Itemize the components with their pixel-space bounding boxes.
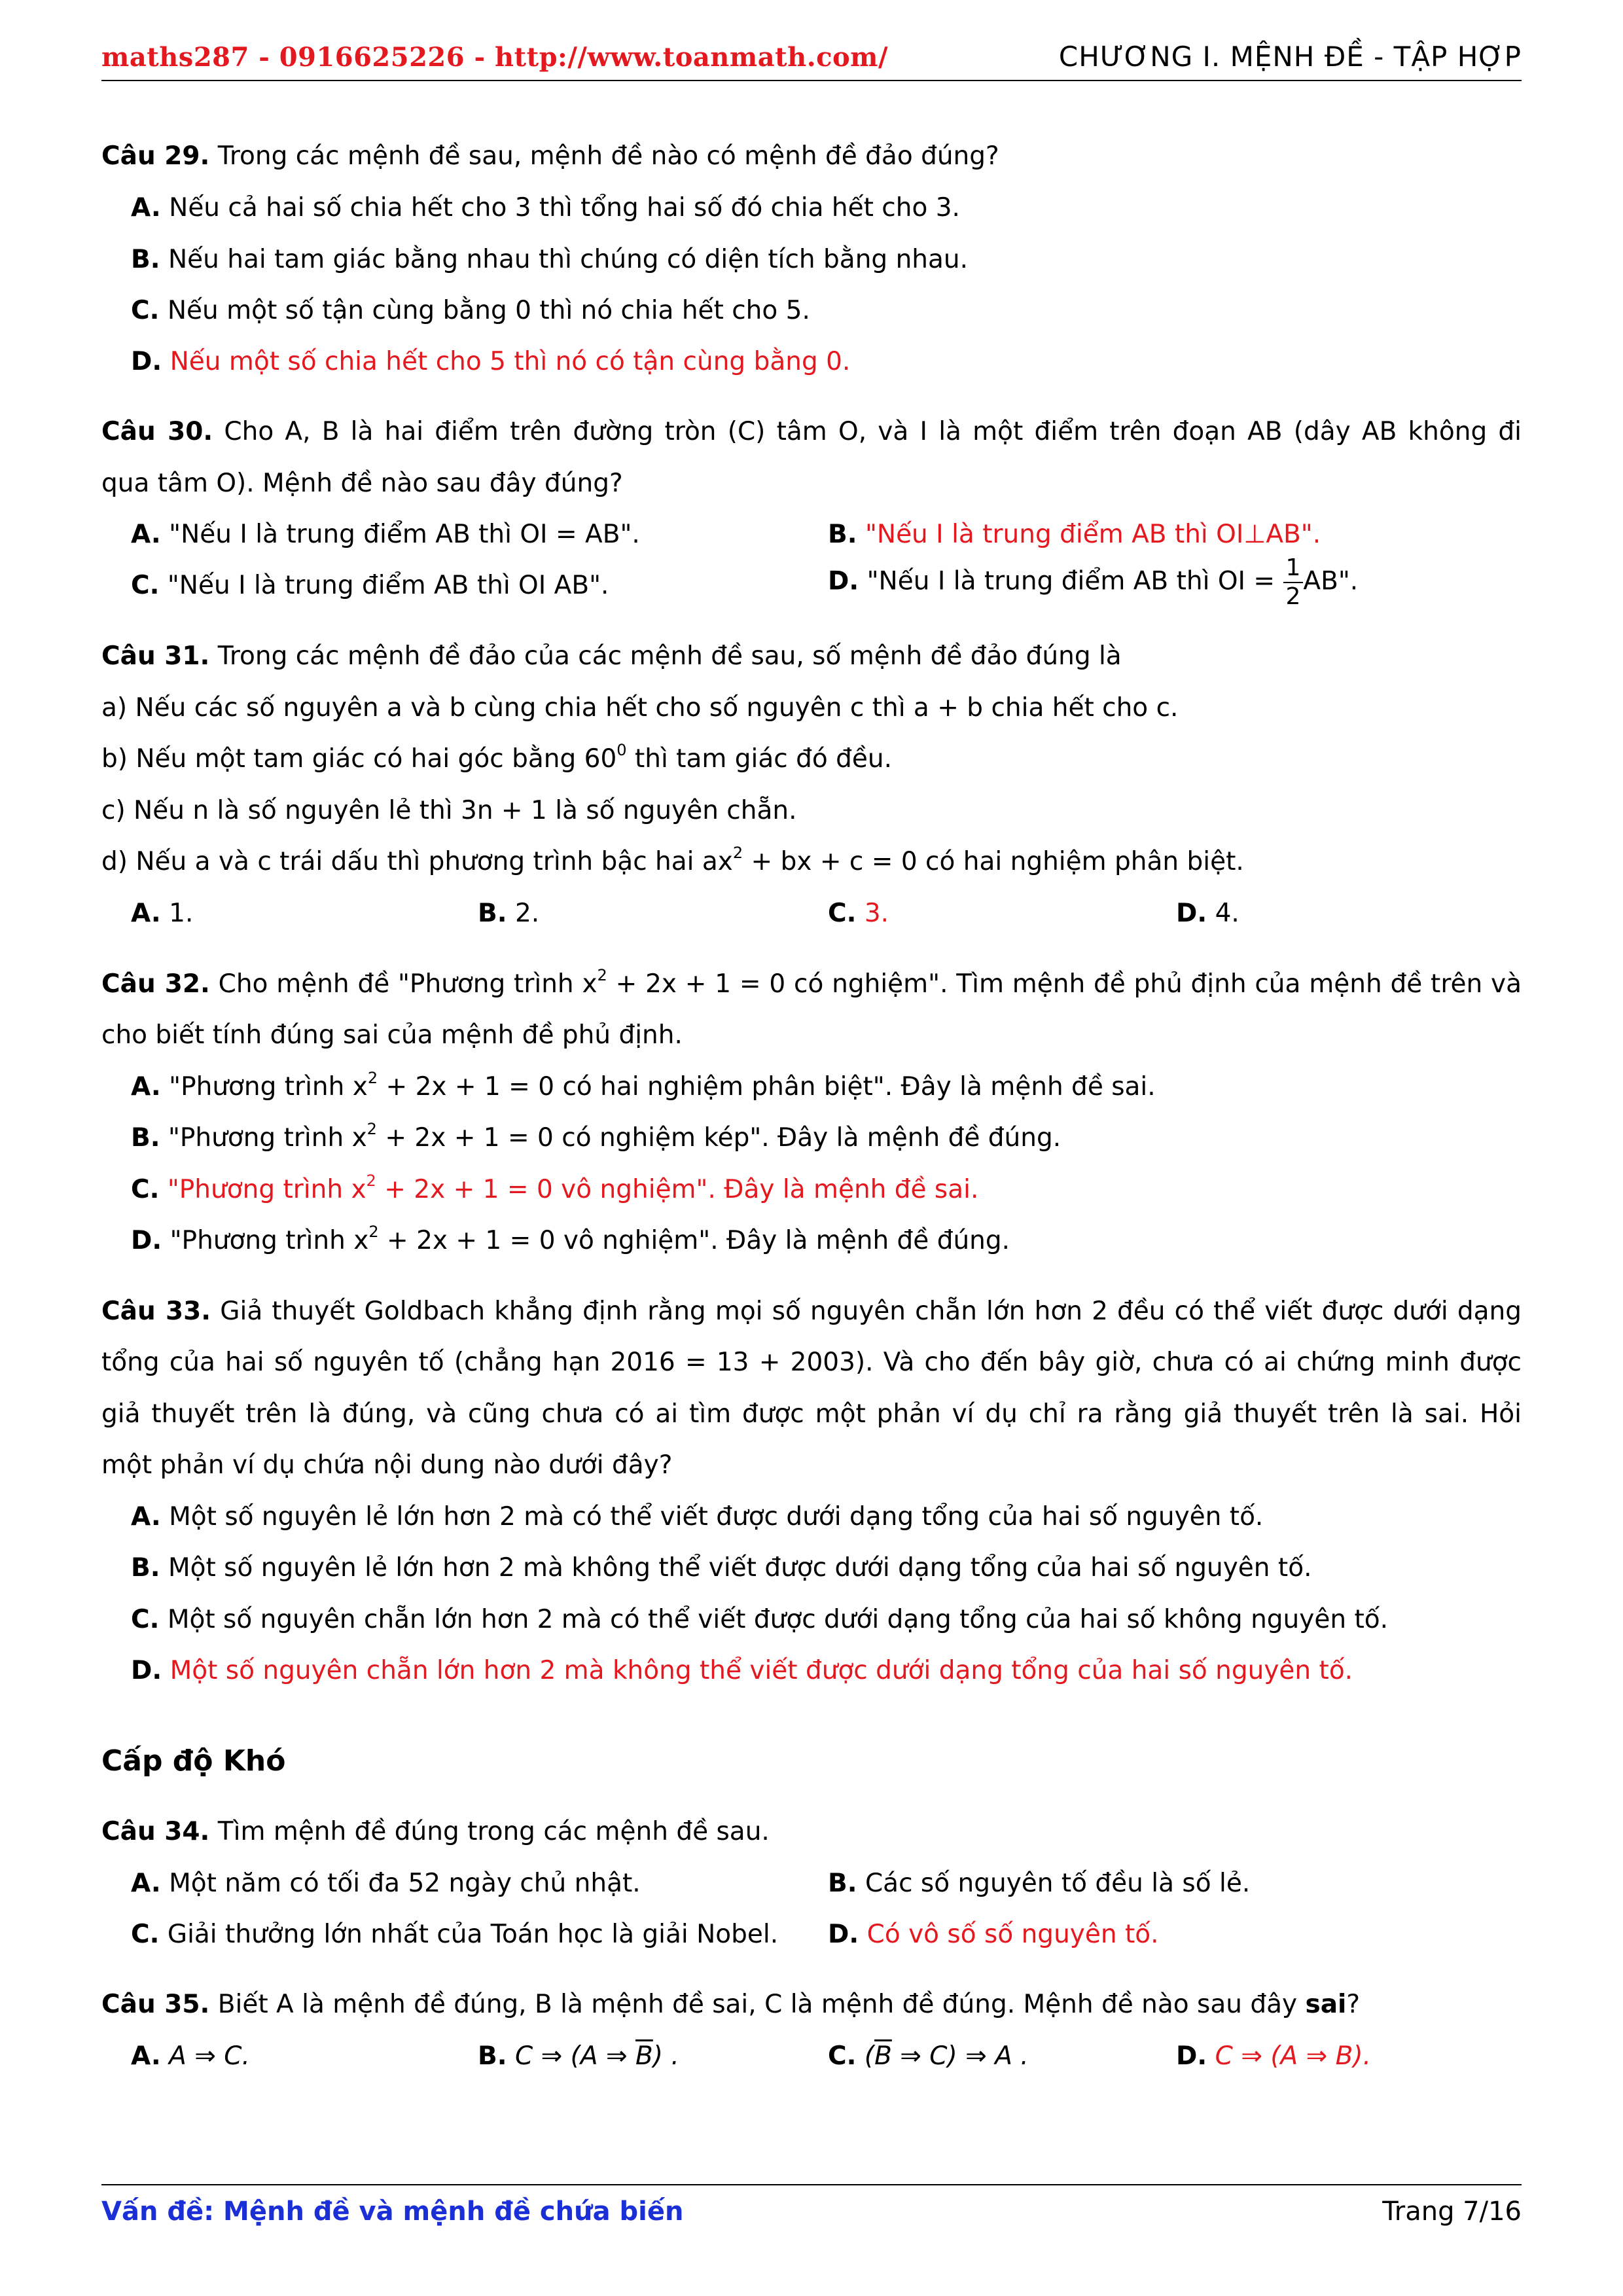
negated-variable: $\overline{B}$ — [635, 2041, 653, 2071]
option-label: B. — [828, 1869, 857, 1898]
option-text: "Phương trình x — [169, 1226, 369, 1255]
fraction-numerator: 1 — [1283, 556, 1304, 583]
question-text: Trong các mệnh đề sau, mệnh đề nào có mệnh đề đảo đúng? — [217, 141, 999, 171]
option-text: Nếu một số chia hết cho 5 thì nó có tận cùng bằng 0. — [169, 347, 851, 376]
footer-divider — [101, 2184, 1522, 2185]
option-label: B. — [828, 520, 857, 549]
option-label: C. — [131, 1605, 160, 1634]
option-text: Một số nguyên lẻ lớn hơn 2 mà có thể viết được dưới dạng tổng của hai số nguyên tố. — [169, 1502, 1264, 1532]
question-30-line2: qua tâm O). Mệnh đề nào sau đây đúng? — [101, 469, 623, 498]
question-label: Câu 33. — [101, 1297, 211, 1326]
question-30 — [101, 417, 1522, 448]
q34-option-d-correct — [828, 1920, 1159, 1950]
q32-option-d — [131, 1223, 1010, 1257]
option-text: Nếu hai tam giác bằng nhau thì chúng có diện tích bằng nhau. — [168, 245, 969, 274]
question-32 — [101, 966, 1522, 1000]
q31-statement-b — [101, 741, 892, 775]
question-label: Câu 31. — [101, 641, 210, 671]
option-text: Một năm có tối đa 52 ngày chủ nhật. — [169, 1869, 641, 1898]
exponent: 2 — [368, 1223, 379, 1241]
option-label: B. — [478, 899, 507, 928]
q35-option-b — [478, 2041, 679, 2072]
option-label: A. — [131, 520, 161, 549]
question-label: Câu 35. — [101, 1990, 210, 2019]
q29-option-c — [131, 296, 810, 327]
question-label: Câu 30. — [101, 417, 213, 446]
question-29 — [101, 141, 999, 172]
option-text: "Nếu I là trung điểm AB thì OI⊥AB". — [865, 520, 1321, 549]
statement-text-tail: thì tam giác đó đều. — [626, 744, 892, 774]
fraction-denominator: 2 — [1285, 583, 1301, 610]
option-text: "Nếu I là trung điểm AB thì OI = AB". — [169, 520, 640, 549]
option-text: "Phương trình x — [168, 1123, 367, 1153]
q32-option-c-correct — [131, 1172, 979, 1206]
option-text: 4. — [1215, 899, 1240, 928]
exponent: 2 — [366, 1172, 376, 1190]
option-text-tail: + 2x + 1 = 0 vô nghiệm". Đây là mệnh đề sai. — [376, 1175, 979, 1204]
option-text: Một số nguyên chẵn lớn hơn 2 mà có thể viết được dưới dạng tổng của hai số không nguyên tố. — [167, 1605, 1389, 1634]
option-label: D. — [1176, 2041, 1207, 2071]
q35-option-d-correct — [1176, 2041, 1371, 2072]
option-label: C. — [131, 296, 160, 325]
option-label: A. — [131, 1072, 161, 1102]
option-text: 1. — [169, 899, 194, 928]
section-heading-hard: Cấp độ Khó — [101, 1744, 286, 1778]
option-text-tail: AB". — [1303, 566, 1359, 596]
question-33-line3: giả thuyết trên là đúng, và cũng chưa có ai tìm được một phản ví dụ chỉ ra rằng giả thuyết trên là sai. Hỏi — [101, 1399, 1522, 1429]
question-34 — [101, 1817, 770, 1848]
option-text-tail: + 2x + 1 = 0 vô nghiệm". Đây là mệnh đề đúng. — [378, 1226, 1010, 1255]
fraction-one-half — [1283, 556, 1304, 609]
q33-option-a — [131, 1502, 1263, 1533]
option-text: Một số nguyên chẵn lớn hơn 2 mà không thể viết được dưới dạng tổng của hai số nguyên tố. — [169, 1656, 1353, 1685]
option-label: A. — [131, 193, 161, 223]
option-text: 3. — [864, 899, 889, 928]
question-text-tail: + 2x + 1 = 0 có nghiệm". Tìm mệnh đề phủ định của mệnh đề trên và — [607, 969, 1522, 999]
q29-option-b — [131, 245, 968, 276]
question-label: Câu 34. — [101, 1817, 210, 1846]
option-text-tail: ⇒ C) ⇒ A . — [891, 2041, 1029, 2071]
option-label: D. — [131, 347, 162, 376]
option-text: "Phương trình x — [167, 1175, 366, 1204]
q31-statement-a: a) Nếu các số nguyên a và b cùng chia hết cho số nguyên c thì a + b chia hết cho c. — [101, 693, 1179, 723]
page-header — [101, 38, 1522, 79]
option-label: A. — [131, 1869, 161, 1898]
option-label: D. — [131, 1226, 162, 1255]
question-text: Trong các mệnh đề đảo của các mệnh đề sau, số mệnh đề đảo đúng là — [217, 641, 1122, 671]
option-label: D. — [828, 566, 859, 596]
q35-option-c — [828, 2041, 1029, 2072]
option-text: C ⇒ (A ⇒ B). — [1215, 2041, 1372, 2071]
question-text: Cho mệnh đề "Phương trình x — [218, 969, 597, 999]
exponent: 2 — [367, 1069, 378, 1087]
option-text: Giải thưởng lớn nhất của Toán học là giải Nobel. — [167, 1920, 779, 1949]
option-label: C. — [131, 571, 160, 600]
question-label: Câu 29. — [101, 141, 210, 171]
option-text: C ⇒ (A ⇒ — [514, 2041, 636, 2071]
q33-option-c — [131, 1605, 1388, 1636]
q30-option-a — [131, 520, 640, 550]
statement-text: d) Nếu a và c trái dấu thì phương trình bậc hai ax — [101, 847, 733, 876]
q31-option-b — [478, 899, 539, 929]
statement-text: b) Nếu một tam giác có hai góc bằng 60 — [101, 744, 617, 774]
question-33-line2: tổng của hai số nguyên tố (chẳng hạn 2016 = 13 + 2003). Và cho đến bây giờ, chưa có ai chứng minh được — [101, 1348, 1522, 1377]
question-text: Giả thuyết Goldbach khẳng định rằng mọi số nguyên chẵn lớn hơn 2 đều có thể viết được dưới dạng — [220, 1297, 1522, 1326]
option-label: B. — [131, 1123, 160, 1153]
option-text: ( — [864, 2041, 875, 2071]
question-33 — [101, 1297, 1522, 1327]
option-label: D. — [828, 1920, 859, 1949]
q32-option-b — [131, 1120, 1061, 1154]
question-text-tail: ? — [1346, 1990, 1361, 2019]
question-35 — [101, 1990, 1360, 2020]
statement-text-tail: + bx + c = 0 có hai nghiệm phân biệt. — [743, 847, 1244, 876]
negated-variable: $\overline{B}$ — [874, 2041, 892, 2071]
q29-option-d-correct — [131, 347, 850, 378]
option-label: A. — [131, 899, 161, 928]
q31-option-a — [131, 899, 193, 929]
option-label: C. — [131, 1175, 160, 1204]
option-text-tail: + 2x + 1 = 0 có nghiệm kép". Đây là mệnh đề đúng. — [376, 1123, 1061, 1153]
question-emphasis: sai — [1305, 1990, 1347, 2019]
exponent: 2 — [597, 966, 607, 984]
header-chapter-title: CHƯƠNG I. MỆNH ĐỀ - TẬP HỢP — [1058, 41, 1522, 73]
option-label: B. — [478, 2041, 507, 2071]
q31-option-c-correct — [828, 899, 889, 929]
exponent: 2 — [366, 1120, 377, 1138]
option-label: B. — [131, 1553, 160, 1583]
q34-option-c — [131, 1920, 778, 1950]
q32-option-a — [131, 1069, 1156, 1103]
q30-option-b-correct — [828, 520, 1321, 550]
option-text: "Nếu I là trung điểm AB thì OI AB". — [167, 571, 609, 600]
footer-topic: Vấn đề: Mệnh đề và mệnh đề chứa biến — [101, 2197, 684, 2227]
option-text-tail: ) . — [652, 2041, 679, 2071]
question-label: Câu 32. — [101, 969, 210, 999]
q31-statement-c: c) Nếu n là số nguyên lẻ thì 3n + 1 là số nguyên chẵn. — [101, 796, 797, 825]
option-label: C. — [828, 2041, 857, 2071]
exponent: 2 — [732, 844, 743, 862]
q33-option-d-correct — [131, 1656, 1353, 1687]
q34-option-b — [828, 1869, 1250, 1899]
q33-option-b — [131, 1553, 1311, 1584]
option-text: "Phương trình x — [169, 1072, 368, 1102]
question-32-line2: cho biết tính đúng sai của mệnh đề phủ định. — [101, 1020, 683, 1050]
option-text: Nếu cả hai số chia hết cho 3 thì tổng hai số đó chia hết cho 3. — [169, 193, 960, 223]
q34-option-a — [131, 1869, 641, 1899]
question-33-line4: một phản ví dụ chứa nội dung nào dưới đây? — [101, 1450, 673, 1480]
option-label: C. — [131, 1920, 160, 1949]
question-text: Cho A, B là hai điểm trên đường tròn (C) tâm O, và I là một điểm trên đoạn AB (dây AB không đi — [224, 417, 1522, 446]
q35-option-a — [131, 2041, 250, 2072]
option-text: A ⇒ C. — [169, 2041, 250, 2071]
option-label: A. — [131, 1502, 161, 1532]
q31-statement-d — [101, 844, 1244, 878]
q30-option-c — [131, 571, 609, 601]
question-text: Tìm mệnh đề đúng trong các mệnh đề sau. — [217, 1817, 770, 1846]
header-source-link[interactable]: maths287 - 0916625226 - http://www.toanmath.com/ — [101, 42, 889, 73]
option-text: Có vô số số nguyên tố. — [866, 1920, 1159, 1949]
question-text: Biết A là mệnh đề đúng, B là mệnh đề sai, C là mệnh đề đúng. Mệnh đề nào sau đây — [217, 1990, 1298, 2019]
page-number: Trang 7/16 — [1382, 2197, 1522, 2227]
option-text: Nếu một số tận cùng bằng 0 thì nó chia hết cho 5. — [167, 296, 810, 325]
option-label: C. — [828, 899, 857, 928]
option-text: Một số nguyên lẻ lớn hơn 2 mà không thể viết được dưới dạng tổng của hai số nguyên tố. — [168, 1553, 1312, 1583]
option-label: D. — [131, 1656, 162, 1685]
option-text-tail: + 2x + 1 = 0 có hai nghiệm phân biệt". Đây là mệnh đề sai. — [378, 1072, 1156, 1102]
option-text: Các số nguyên tố đều là số lẻ. — [865, 1869, 1251, 1898]
option-text: 2. — [514, 899, 540, 928]
q29-option-a — [131, 193, 960, 224]
option-label: A. — [131, 2041, 161, 2071]
option-label: D. — [1176, 899, 1207, 928]
header-divider — [101, 80, 1522, 81]
option-label: B. — [131, 245, 160, 274]
q30-option-d — [828, 556, 1358, 609]
option-text: "Nếu I là trung điểm AB thì OI = — [866, 566, 1275, 596]
degree-superscript: 0 — [616, 741, 627, 759]
q31-option-d — [1176, 899, 1240, 929]
question-31 — [101, 641, 1122, 672]
